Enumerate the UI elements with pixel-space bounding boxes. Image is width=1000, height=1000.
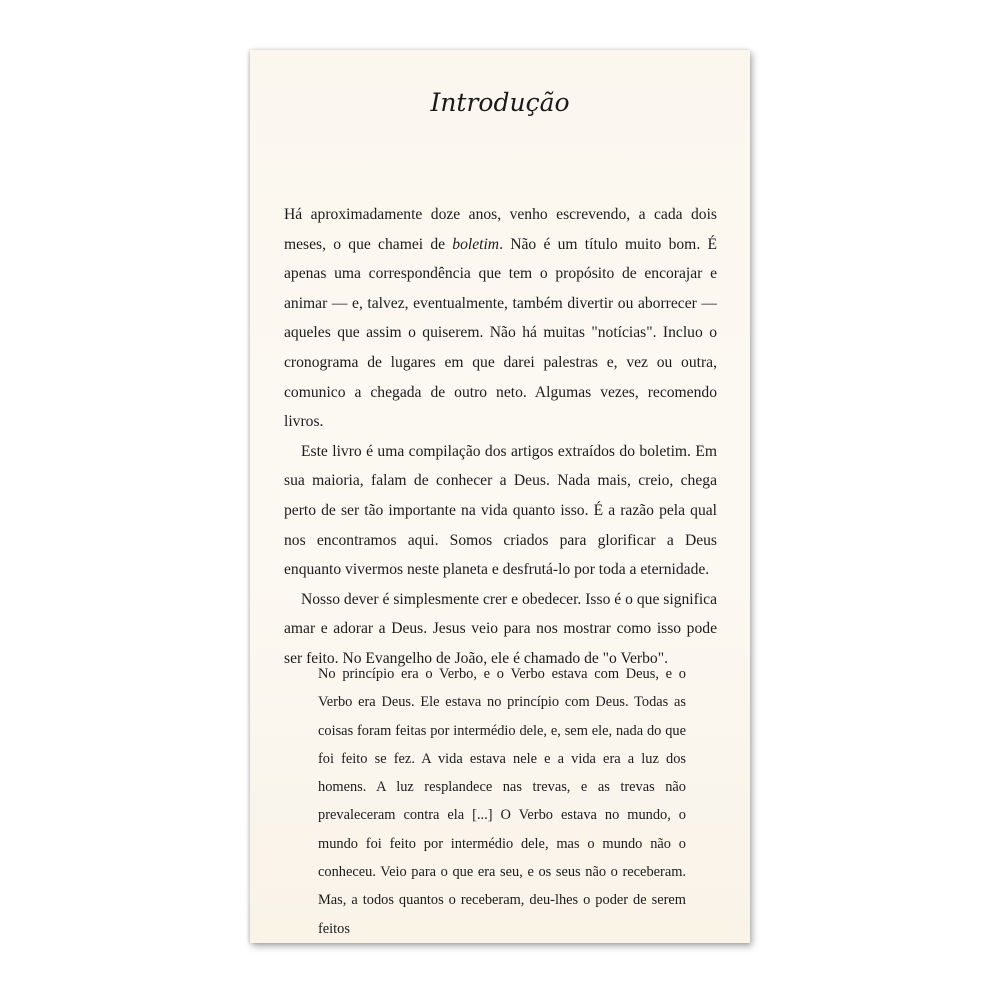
- paragraph-1-end: . Não é um título muito bom. É apenas uma correspondência que tem o propósito de encorajar e animar — e, talvez, eventualmente, também divertir ou aborrecer — aqueles que assim o quiserem. Não há muitas "notícias". Incluo o cronograma de lugares em que darei palestras e, vez ou outra, comunico a chegada de outro neto. Algumas vezes, recomendo livros.: [284, 235, 717, 431]
- block-quote: [318, 660, 686, 943]
- body-text: [284, 200, 717, 674]
- paragraph-1-italic-term: boletim: [452, 235, 500, 253]
- chapter-title: Introdução: [430, 88, 570, 117]
- paragraph-1: [284, 200, 717, 437]
- paragraph-2: Este livro é uma compilação dos artigos extraídos do boletim. Em sua maioria, falam de conhecer a Deus. Nada mais, creio, chega perto de ser tão importante na vida quanto isso. É a razão pela qual nos encontramos aqui. Somos criados para glorificar a Deus enquanto vivermos neste planeta e desfrutá-lo por toda a eternidade.: [284, 442, 717, 579]
- paragraph-1-start: Há aproximadamente doze anos, venho escrevendo, a cada dois meses, o que chamei de: [284, 206, 717, 253]
- block-quote-text: No princípio era o Verbo, e o Verbo estava com Deus, e o Verbo era Deus. Ele estava no princípio com Deus. Todas as coisas foram feitas por intermédio dele, e, sem ele, nada do que foi feito se fez. A vida estava nele e a vida era a luz dos homens. A luz resplandece nas trevas, e as trevas não prevaleceram contra ela [...] O Verbo estava no mundo, o mundo foi feito por intermédio dele, mas o mundo não o conheceu. Veio para o que era seu, e os seus não o receberam. Mas, a todos quantos o receberam, deu-lhes o poder de serem feitos: [318, 666, 686, 937]
- paragraph-3: Nosso dever é simplesmente crer e obedecer. Isso é o que significa amar e adorar a Deus. Jesus veio para nos mostrar como isso pode ser feito. No Evangelho de João, ele é chamado de "o Verbo".: [284, 590, 717, 667]
- book-page: [250, 50, 750, 943]
